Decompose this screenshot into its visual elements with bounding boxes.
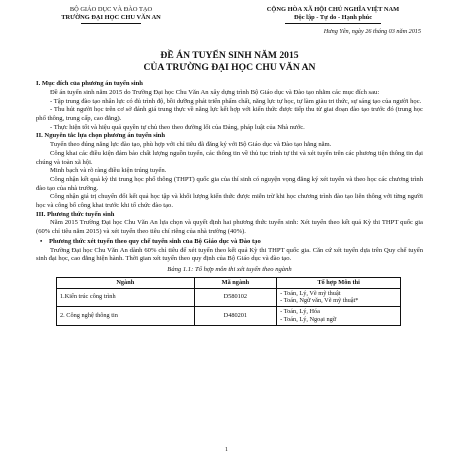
table-header-row (57, 277, 401, 288)
section-1-paragraph: - Thu hút người học trên cơ sở đánh giá trung thực về năng lực kết hợp với kiến thức được tiếp thu từ giai đoạn đào tạo trước đó (trung học phổ thông, trung cấp, cao đẳng). (36, 106, 423, 122)
subject-combo: - Toán, Lý, Ngoại ngữ (280, 316, 337, 324)
subject-combination-table (56, 277, 401, 326)
column-header: Mã ngành (194, 277, 277, 288)
section-2-paragraph: Tuyển theo đúng năng lực đào tạo, phù hợp với chỉ tiêu đã đăng ký với Bộ Giáo dục và Đào tạo hằng năm. (50, 141, 332, 149)
bullet-icon: • (40, 237, 43, 245)
major-code-cell: D480201 (194, 307, 277, 326)
section-1-paragraph: Đề án tuyển sinh năm 2015 do Trường Đại học Chu Văn An xây dựng trình Bộ Giáo dục và Đào tạo nhằm các mục đích sau: (50, 88, 380, 96)
section-2-paragraph: Minh bạch và rõ ràng điều kiện trúng tuyển. (50, 167, 167, 175)
section-1-paragraph: - Thực hiện tốt và hiệu quả quyền tự chủ theo theo đường lối của Đảng, pháp luật của Nhà nước. (50, 123, 305, 131)
major-name-cell: 2. Công nghệ thông tin (57, 307, 195, 326)
country-name: CỘNG HÒA XÃ HỘI CHỦ NGHĨA VIỆT NAM (266, 6, 400, 13)
section-3-paragraph: Trường Đại học Chu Văn An dành 60% chỉ tiêu để xét tuyển theo kết quả Kỳ thi THPT quốc gia. Căn cứ xét tuyển dựa trên Quy chế tuyển sinh đại học, cao đẳng hiện hành. Thời gian xét tuyển theo quy định của Bộ Giáo dục và đào tạo. (36, 246, 423, 263)
national-motto: Độc lập - Tự do - Hạnh phúc (293, 14, 373, 21)
document-header (36, 6, 423, 24)
table-row (57, 288, 401, 307)
header-left-underline (81, 23, 141, 24)
section-2-paragraph: Công nhận giá trị chuyển đổi kết quả học tập và khối lượng kiến thức được miễn trừ khi học chương trình đào tạo liên thông với từng người học và công bố công khai trước khi tổ chức đào tạo. (36, 193, 423, 210)
section-1-heading: I. Mục đích của phương án tuyển sinh (36, 80, 143, 88)
document-title-line1: ĐỀ ÁN TUYỂN SINH NĂM 2015 (160, 50, 299, 62)
section-1-paragraph: - Tập trung đào tạo nhân lực có đủ trình độ, bồi dưỡng phát triển phẩm chất, năng lực tự học, tự làm giàu tri thức, sự sáng tạo của người học. (50, 97, 422, 105)
section-3-heading: III. Phương thức tuyển sinh (36, 210, 115, 218)
document-title-line2: CỦA TRƯỜNG ĐẠI HỌC CHU VĂN AN (143, 61, 316, 73)
section-2-heading: II. Nguyên tắc lựa chọn phương án tuyển sinh (36, 132, 166, 140)
header-right-underline (285, 23, 381, 24)
table-row (57, 307, 401, 326)
university-name: TRƯỜNG ĐẠI HỌC CHU VĂN AN (61, 14, 161, 21)
major-code-cell: D580102 (194, 288, 277, 307)
section-2-paragraph: Công nhận kết quả kỳ thi trung học phổ thông (THPT) quốc gia của thí sinh có nguyện vọng đăng ký xét tuyển và theo học các chương trình đào tạo của nhà trường. (36, 175, 423, 192)
subject-combo: - Toán, Lý, Vẽ mỹ thuật (280, 289, 341, 297)
subject-combo: - Toán, Ngữ văn, Vẽ mỹ thuật* (280, 297, 359, 305)
table-caption: Bảng 1.1: Tổ hợp môn thi xét tuyển theo ngành (167, 265, 292, 273)
header-right (243, 6, 423, 24)
header-left (36, 6, 186, 24)
column-header: Tổ hợp Môn thi (277, 277, 401, 288)
subject-combos-cell (277, 288, 401, 307)
column-header: Ngành (57, 277, 195, 288)
subject-combo: - Toán, Lý, Hóa (280, 308, 320, 316)
subject-combos-cell (277, 307, 401, 326)
bullet-text: Phương thức xét tuyển theo quy chế tuyển sinh của Bộ Giáo dục và Đào tạo (49, 237, 261, 245)
section-2-paragraph: Công khai các điều kiện đảm bảo chất lượng nguồn tuyển, các thông tin về thủ tục trình tự thi và xét tuyển trên các phương tiện thông tin đại chúng và toàn xã hội. (36, 149, 423, 166)
section-3-bullet (36, 238, 423, 247)
document-date: Hưng Yên, ngày 26 tháng 03 năm 2015 (323, 28, 421, 35)
page-number: 1 (225, 447, 228, 453)
major-name-cell: 1.Kiến trúc công trình (57, 288, 195, 307)
ministry-name: BỘ GIÁO DỤC VÀ ĐÀO TẠO (69, 6, 153, 13)
section-3-paragraph: Năm 2015 Trường Đại học Chu Văn An lựa chọn và quyết định hai phương thức tuyển sinh: Xét tuyển theo kết quả Kỳ thi THPT quốc gia (60% chỉ tiêu năm 2015) và xét tuyển theo tiêu chí riêng của nhà trường (40%). (36, 219, 423, 236)
